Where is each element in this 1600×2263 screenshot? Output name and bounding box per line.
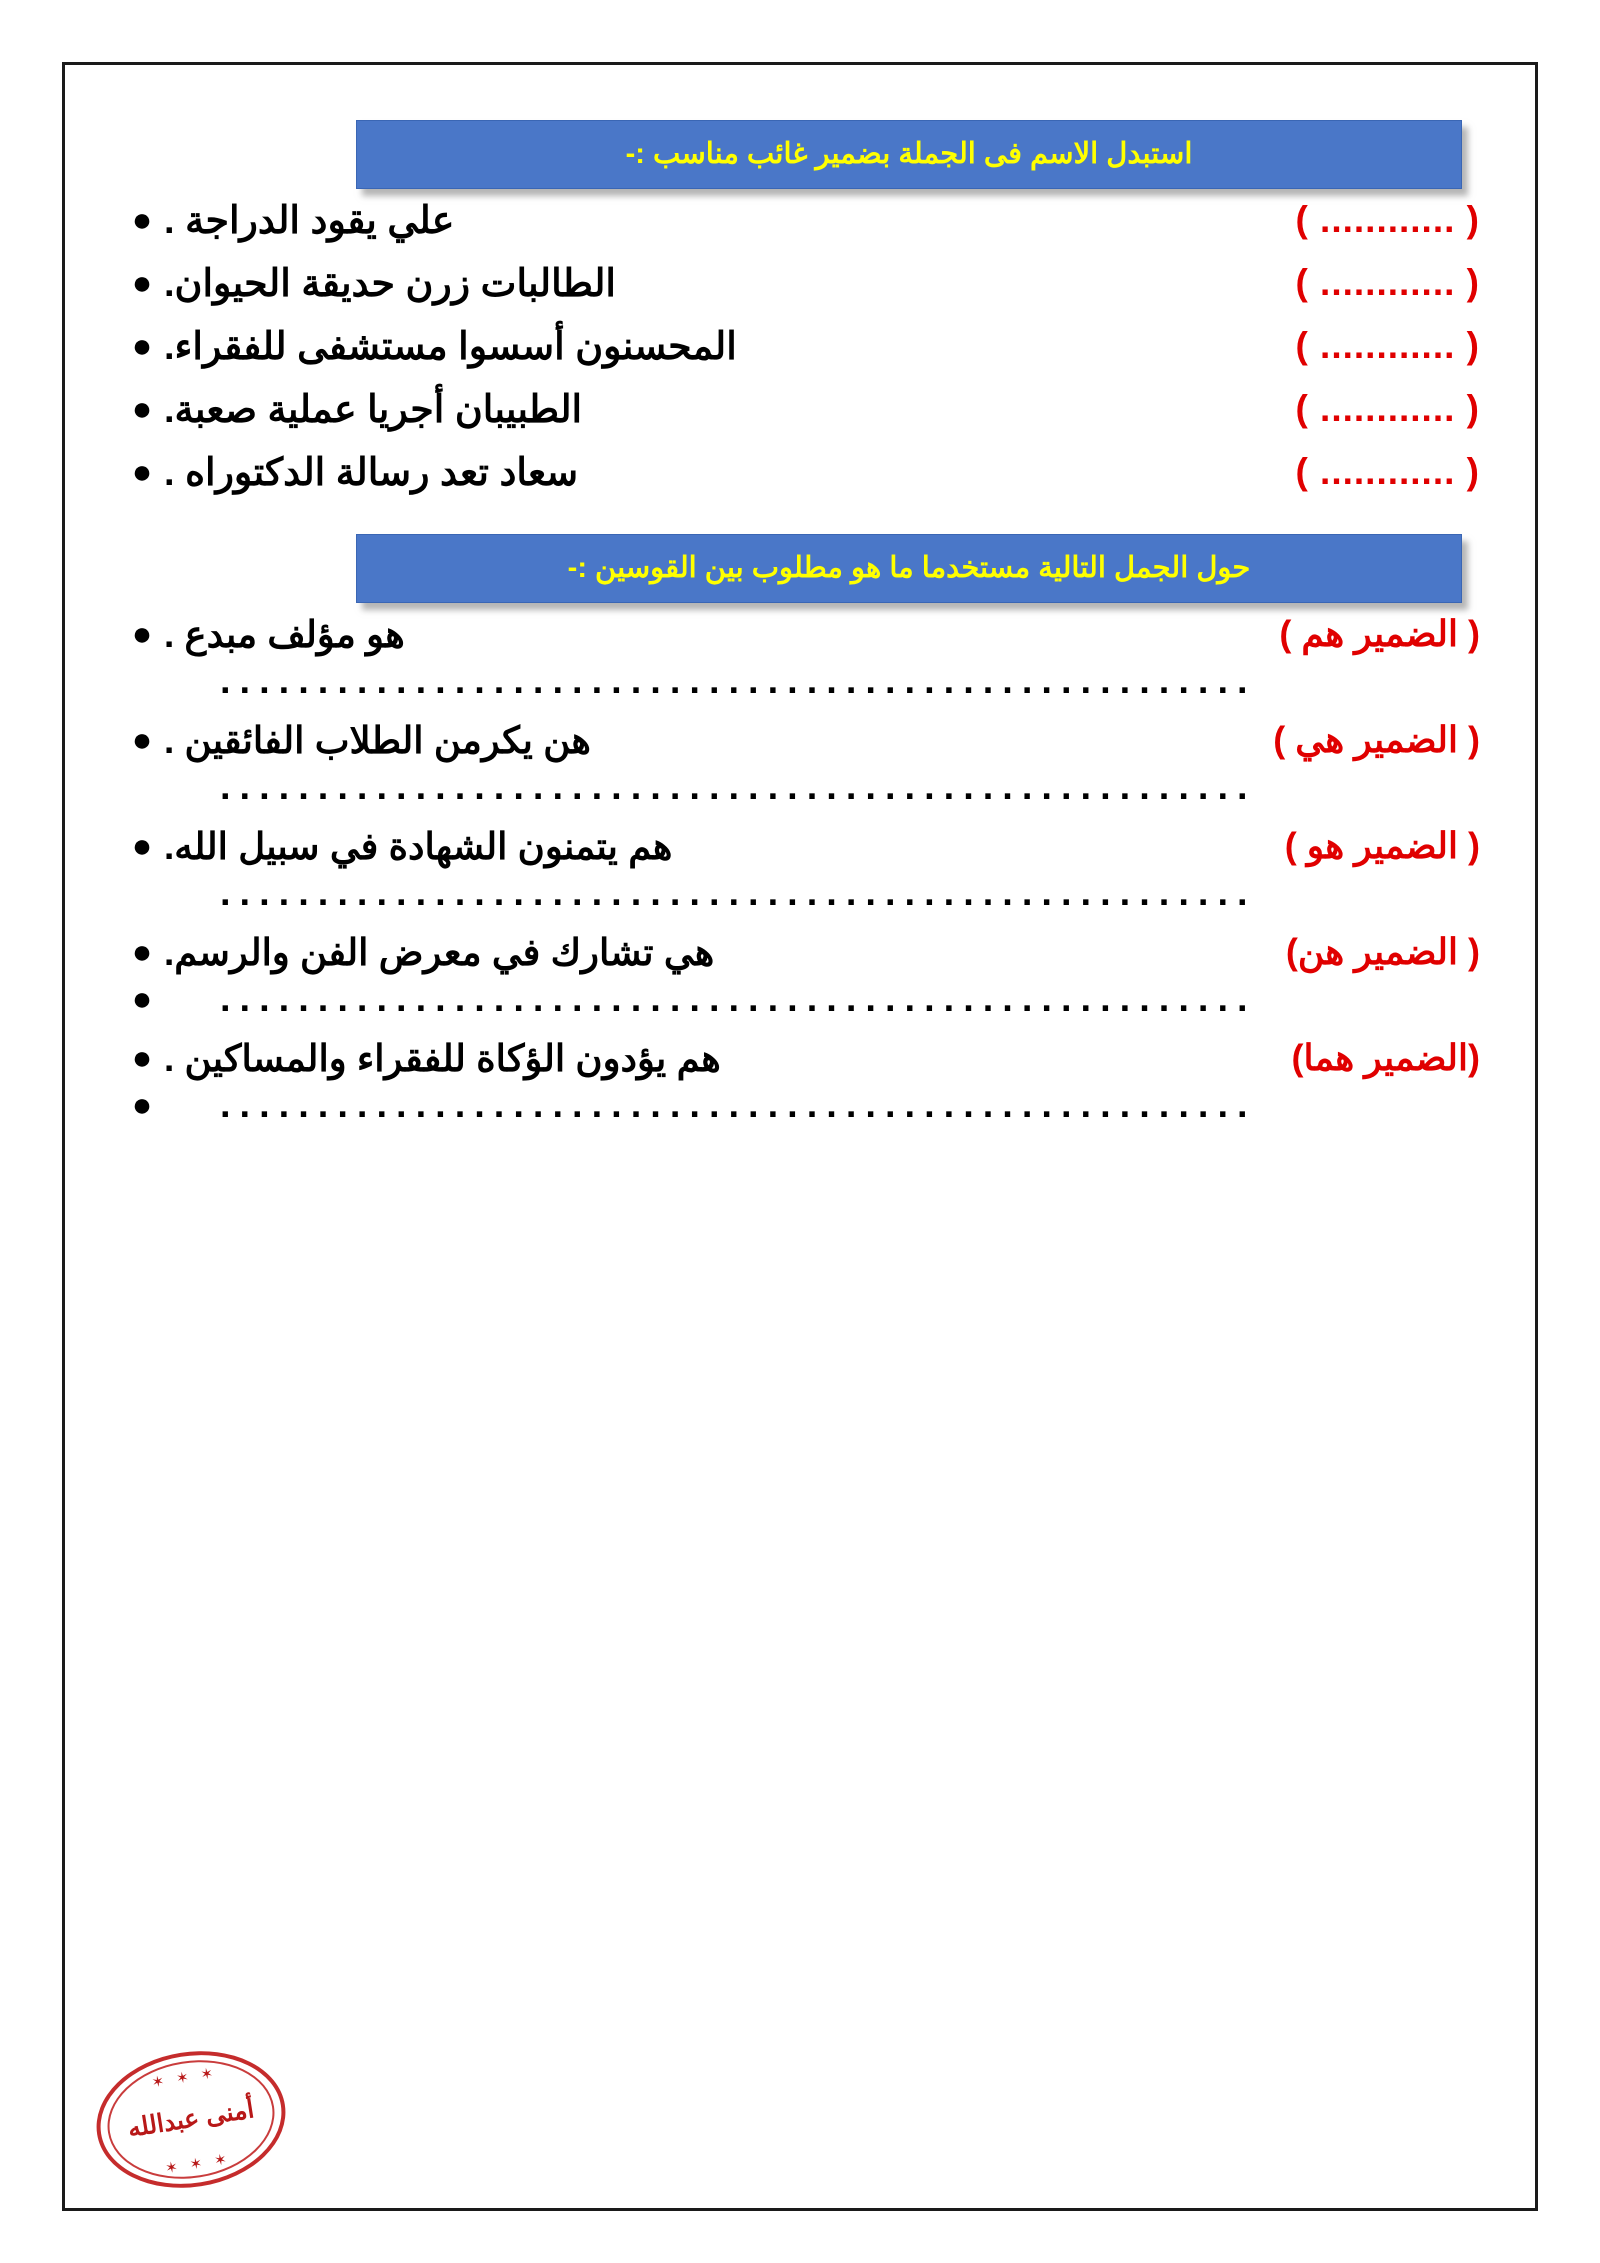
answer-blank[interactable]: ( ............ ) xyxy=(1295,199,1480,241)
section-1-question-list xyxy=(120,189,1480,504)
bullet-icon: ● xyxy=(131,827,153,866)
worksheet-content xyxy=(66,62,1534,1133)
question-sentence: هم يتمنون الشهادة في سبيل الله. xyxy=(164,825,673,867)
answer-blank[interactable]: ( ............ ) xyxy=(1295,388,1480,430)
answer-line[interactable]: ..................................................... xyxy=(220,765,1257,808)
bullet-icon: ● xyxy=(131,980,153,1019)
list-item xyxy=(120,815,1480,870)
answer-blank[interactable]: ( ............ ) xyxy=(1295,325,1480,367)
question-sentence: سعاد تعد رسالة الدكتوراه . xyxy=(164,451,579,494)
required-pronoun: ( الضمير هي ) xyxy=(1273,719,1480,761)
list-item xyxy=(120,1027,1480,1082)
section-1-heading-wrap xyxy=(356,120,1462,189)
teacher-stamp-icon xyxy=(87,2038,296,2201)
answer-blank[interactable]: ( ............ ) xyxy=(1295,262,1480,304)
bullet-icon: ● xyxy=(131,201,153,240)
required-pronoun: ( الضمير هن) xyxy=(1285,931,1480,973)
list-item xyxy=(120,603,1480,658)
stamp-text: أمنى عبدالله xyxy=(125,2095,257,2143)
answer-line[interactable]: ..................................................... xyxy=(220,871,1257,914)
bullet-icon: ● xyxy=(131,453,153,492)
question-sentence: هي تشارك في معرض الفن والرسم. xyxy=(164,931,715,973)
section-2-heading: حول الجمل التالية مستخدما ما هو مطلوب بين القوسين :- xyxy=(356,534,1462,603)
bullet-icon: ● xyxy=(131,264,153,303)
required-pronoun: (الضمير هما) xyxy=(1291,1037,1480,1079)
answer-line-row xyxy=(120,764,1480,815)
question-sentence: الطبيبان أجريا عملية صعبة. xyxy=(164,388,583,431)
answer-line[interactable]: ..................................................... xyxy=(220,1083,1257,1126)
list-item xyxy=(120,921,1480,976)
required-pronoun: ( الضمير هو ) xyxy=(1284,825,1480,867)
answer-blank[interactable]: ( ............ ) xyxy=(1295,451,1480,493)
bullet-icon: ● xyxy=(131,327,153,366)
bullet-icon: ● xyxy=(131,1039,153,1078)
question-sentence: هو مؤلف مبدع . xyxy=(164,613,405,655)
list-item xyxy=(120,378,1480,441)
bullet-icon: ● xyxy=(131,1086,153,1125)
list-item xyxy=(120,252,1480,315)
answer-line[interactable]: ..................................................... xyxy=(220,977,1257,1020)
question-sentence: هن يكرمن الطلاب الفائقين . xyxy=(164,719,591,761)
stamp-stars-top: ✶ ✶ ✶ xyxy=(150,2064,219,2092)
answer-line-row xyxy=(120,870,1480,921)
section-2-heading-wrap xyxy=(356,534,1462,603)
bullet-icon: ● xyxy=(131,721,153,760)
required-pronoun: ( الضمير هم ) xyxy=(1279,613,1480,655)
question-sentence: المحسنون أسسوا مستشفى للفقراء. xyxy=(164,325,737,368)
list-item xyxy=(120,189,1480,252)
list-item xyxy=(120,441,1480,504)
stamp-stars-bottom: ✶ ✶ ✶ xyxy=(164,2150,232,2178)
question-sentence: الطالبات زرن حديقة الحيوان. xyxy=(164,262,616,305)
question-sentence: هم يؤدون الؤكاة للفقراء والمساكين . xyxy=(164,1037,721,1079)
bullet-icon: ● xyxy=(131,615,153,654)
answer-line-row xyxy=(120,1082,1480,1133)
bullet-icon: ● xyxy=(131,390,153,429)
answer-line[interactable]: ..................................................... xyxy=(220,659,1257,702)
list-item xyxy=(120,315,1480,378)
answer-line-row xyxy=(120,658,1480,709)
bullet-icon: ● xyxy=(131,933,153,972)
section-2-question-list xyxy=(120,603,1480,1133)
list-item xyxy=(120,709,1480,764)
question-sentence: علي يقود الدراجة . xyxy=(164,199,455,242)
answer-line-row xyxy=(120,976,1480,1027)
section-1-heading: استبدل الاسم فى الجملة بضمير غائب مناسب :- xyxy=(356,120,1462,189)
